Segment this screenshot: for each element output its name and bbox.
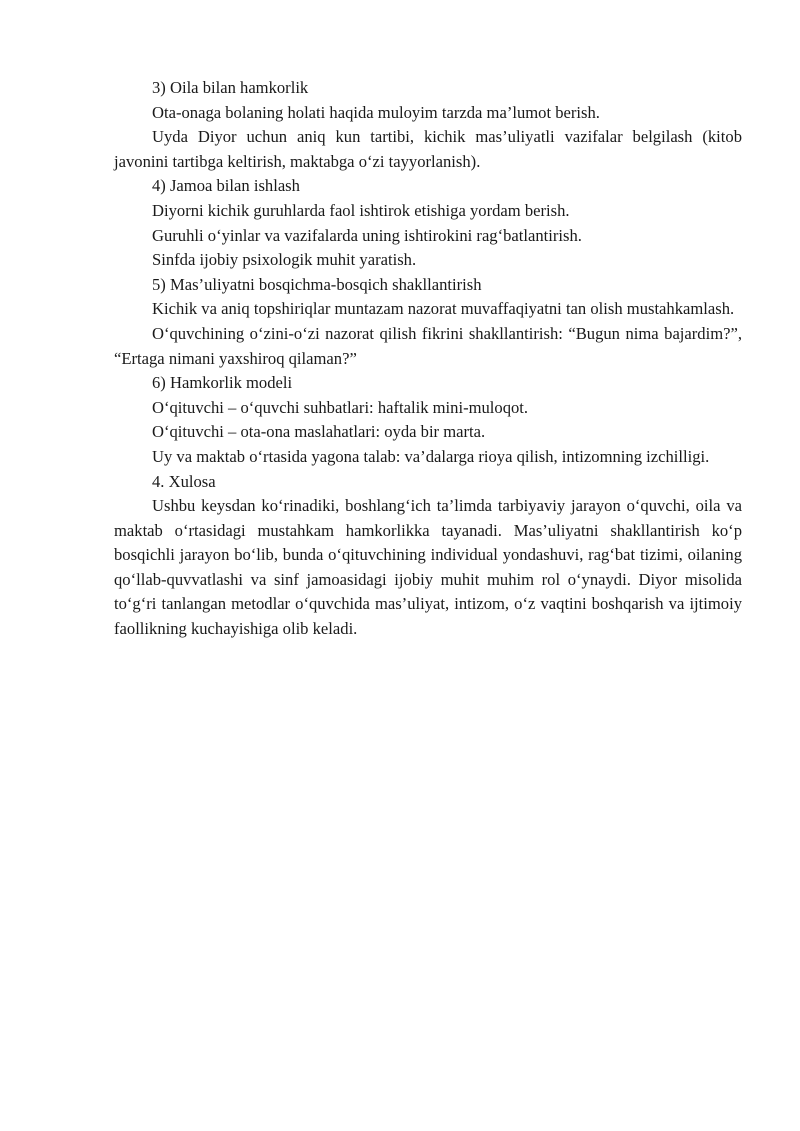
section-heading-team: 4) Jamoa bilan ishlash <box>152 176 300 196</box>
section-heading-family: 3) Oila bilan hamkorlik <box>152 78 309 97</box>
paragraph: O‘qituvchi – ota-ona maslahatlari: oyda bir marta. <box>152 422 486 442</box>
paragraph: Diyorni kichik guruhlarda faol ishtirok etishiga yordam berish. <box>152 200 570 220</box>
paragraph: Uyda Diyor uchun aniq kun tartibi, kichik mas’uliyatli vazifalar belgilash (kitob javonini tartibga keltirish, maktabga o‘zi tayyorlanish). <box>114 127 742 171</box>
paragraph-conclusion: Ushbu keysdan ko‘rinadiki, boshlang‘ich ta’limda tarbiyaviy jarayon o‘quvchi, oila va maktab o‘rtasidagi mustahkam hamkorlikka tayanadi. Mas’uliyatni shakllantirish ko‘p bosqichli jarayon bo‘lib, bunda o‘qituvchining individual yondashuvi, rag‘bat tizimi, oilaning qo‘llab-quvvatlashi va sinf jamoasidagi ijobiy muhit muhim rol o‘ynaydi. Diyor misolida to‘g‘ri tanlangan metodlar o‘quvchida mas’uliyat, intizom, o‘z vaqtini boshqarish va ijtimoiy faollikning kuchayishiga olib keladi. <box>114 496 742 639</box>
paragraph: O‘qituvchi – o‘quvchi suhbatlari: haftalik mini-muloqot. <box>152 397 529 417</box>
paragraph: Sinfda ijobiy psixologik muhit yaratish. <box>152 250 417 270</box>
section-heading-conclusion: 4. Xulosa <box>152 471 216 491</box>
paragraph: Guruhli o‘yinlar va vazifalarda uning ishtirokini rag‘batlantirish. <box>152 225 582 245</box>
section-heading-responsibility: 5) Mas’uliyatni bosqichma-bosqich shakllantirish <box>152 274 482 294</box>
paragraph: Uy va maktab o‘rtasida yagona talab: va’dalarga rioya qilish, intizomning izchilligi. <box>152 446 710 466</box>
document-page <box>114 76 742 642</box>
paragraph: O‘quvchining o‘zini-o‘zi nazorat qilish fikrini shakllantirish: “Bugun nima bajardim?”, “Ertaga nimani yaxshiroq qilaman?” <box>114 323 742 368</box>
paragraph: Ota-onaga bolaning holati haqida muloyim tarzda ma’lumot berish. <box>152 102 600 122</box>
section-heading-cooperation-model: 6) Hamkorlik modeli <box>152 373 293 393</box>
paragraph: Kichik va aniq topshiriqlar muntazam nazorat muvaffaqiyatni tan olish mustahkamlash. <box>152 299 735 319</box>
